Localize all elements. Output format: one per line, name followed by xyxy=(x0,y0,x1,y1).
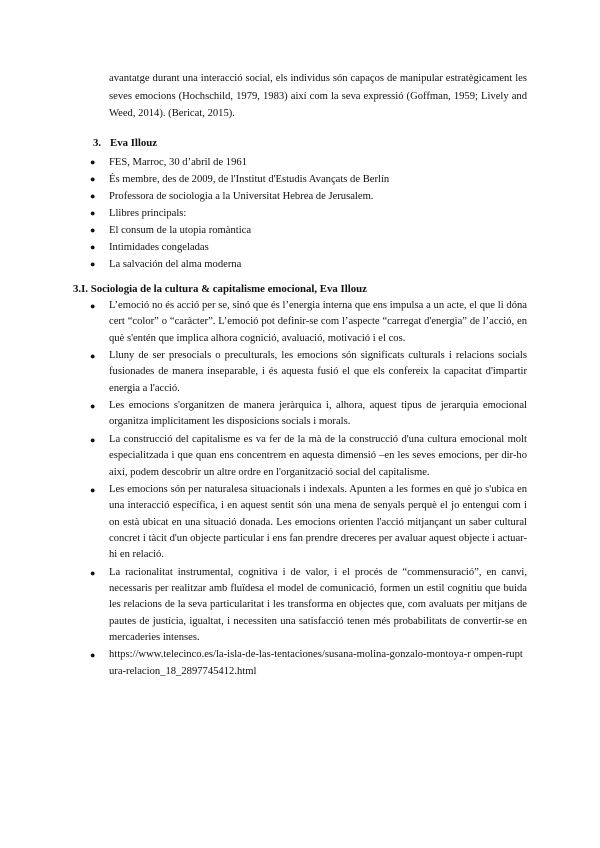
list-item-text: Llibres principals: xyxy=(109,208,187,219)
list-item-text: La salvación del alma moderna xyxy=(109,259,242,270)
list-item xyxy=(90,188,530,205)
list-item xyxy=(90,482,527,563)
list-item xyxy=(90,432,527,481)
list-item xyxy=(90,398,527,431)
list-item-text: Les emocions són per naturalesa situacionals i indexals. Apunten a les formes en què jo s'ubica en una interacció específica, i en aquest sentit són una mena de senyals perquè el jo entengui com i on està ubicat en una situació donada. Les emocions orienten l'acció mitjançant un saber cultural concret i tàcit d'un objecte particular i ens fan prendre dreceres per avaluar aquest objecte i actuar-hi en relació. xyxy=(109,484,527,561)
list-item-text: Intimidades congeladas xyxy=(109,242,209,253)
list-item-text: Professora de sociologia a la Universitat Hebrea de Jerusalem. xyxy=(109,191,374,202)
list-item-text: És membre, des de 2009, de l'Institut d'Estudis Avançats de Berlín xyxy=(109,174,390,185)
list-item xyxy=(90,239,530,256)
list-item xyxy=(90,565,527,646)
list-item xyxy=(90,298,527,347)
list-item xyxy=(90,256,530,273)
bullet-icon: ● xyxy=(90,567,96,578)
bullet-icon: ● xyxy=(90,650,96,661)
bullet-icon: ● xyxy=(90,157,96,167)
list-item xyxy=(90,171,530,188)
concepts-list xyxy=(90,298,527,681)
section-3-1-heading: 3.I. Sociologia de la cultura & capitalisme emocional, Eva Illouz xyxy=(73,283,367,295)
bullet-icon: ● xyxy=(90,434,96,445)
bullet-icon: ● xyxy=(90,401,96,412)
bullet-icon: ● xyxy=(90,191,96,201)
bullet-icon: ● xyxy=(90,225,96,235)
reference-link[interactable]: https://www.telecinco.es/la-isla-de-las-tentaciones/susana-molina-gonzalo-montoya-r ompen-ruptura-relacion_18_2897745412.html xyxy=(109,649,523,677)
intro-paragraph: avantatge durant una interacció social, els individus són capaços de manipular estratègicament les seves emocions (Hochschild, 1979, 1983) així com la seva expressió (Goffman, 1959; Lively and Weed, 2014). (Bericat, 2015). xyxy=(109,73,527,120)
list-item xyxy=(90,205,530,222)
list-item-text: El consum de la utopia romàntica xyxy=(109,225,252,236)
bullet-icon: ● xyxy=(90,174,96,184)
bullet-icon: ● xyxy=(90,485,96,496)
bullet-icon: ● xyxy=(90,208,96,218)
list-item-text: Les emocions s'organitzen de manera jeràrquica i, alhora, aquest tipus de jerarquia emocional organitza implícitament les disposicions socials i morals. xyxy=(109,400,527,428)
list-item xyxy=(90,154,530,171)
list-item xyxy=(90,647,527,680)
section-3-heading xyxy=(93,137,157,149)
list-item xyxy=(90,222,530,239)
list-item-text: Lluny de ser presocials o preculturals, les emocions són significats culturals i relacions socials fusionades de manera inseparable, i és aquesta fusió el que els confereix la capacitat d'impartir energia a l'acció. xyxy=(109,350,527,394)
list-item-text: La racionalitat instrumental, cognitiva i de valor, i el procés de “commensuració”, en canvi, necessaris per realitzar amb fluïdesa el model de comunicació, formen un estil cognitiu que buida les relacions de la seva particularitat i les transforma en objectes que, com avaluats per mitjans de pautes de justícia, igualtat, i necessiten una satisfacció tenen més probabilitats de convertir-se en mercaderies intenses. xyxy=(109,566,527,643)
bullet-icon: ● xyxy=(90,351,96,362)
list-item-text: La construcció del capitalisme es va fer de la mà de la construcció d'una cultura emocional molt especialitzada i que quan ens concentrem en aquesta dimensió –en les seves emocions, per dir-ho així, podem descobrir un altre ordre en l'organització social del capitalisme. xyxy=(109,433,527,478)
bullet-icon: ● xyxy=(90,301,96,311)
author-facts-list xyxy=(90,154,530,273)
list-item-text: FES, Marroc, 30 d’abril de 1961 xyxy=(109,157,247,168)
list-item-text: L’emoció no és acció per se, sinó que és l’energia interna que ens impulsa a un acte, el que li dóna cert “color” o “caràcter”. L’emoció pot definir-se com l’aspecte “carregat d'energia” de l’acció, en què s'entén que implica alhora cognició, avaluació, motivació i el cos. xyxy=(109,300,527,344)
section-3-title: Eva Illouz xyxy=(110,137,158,149)
bullet-icon: ● xyxy=(90,259,96,269)
list-item xyxy=(90,348,527,397)
bullet-icon: ● xyxy=(90,242,96,252)
section-3-number: 3. xyxy=(93,137,102,149)
